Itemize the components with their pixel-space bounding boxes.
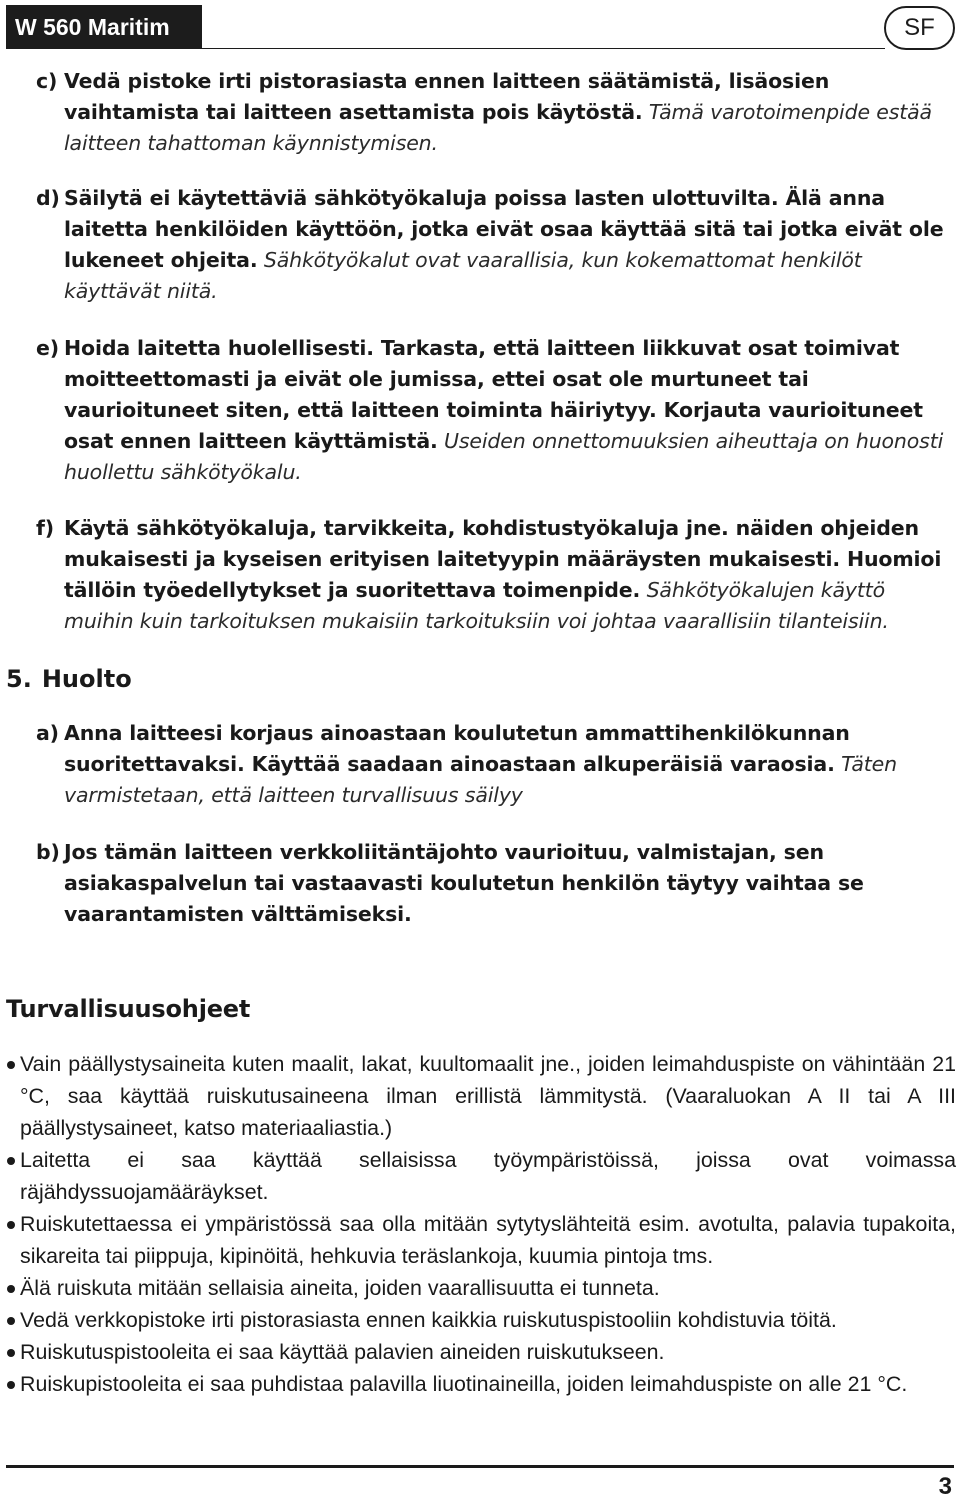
bullet-icon: [7, 1285, 15, 1293]
item-italic-text: Tämä varotoimenpide estää laitteen tahattoman käynnistymisen.: [64, 100, 932, 155]
item-italic-text: Useiden onnettomuuksien aiheuttaja on huonosti huollettu sähkötyökalu.: [64, 429, 944, 484]
bullet-text: Ruiskutuspistooleita ei saa käyttää palavien aineiden ruiskutukseen.: [20, 1340, 665, 1364]
item-bold-text: Hoida laitetta huolellisesti. Tarkasta, että laitteen liikkuvat osat toimivat moitteettomasti ja eivät ole jumissa, ettei osat ole murtuneet tai vaurioituneet siten, että laitteen toiminta häiriytyy. Korjauta vaurioituneet osat ennen laitteen käyttämistä.: [64, 336, 923, 453]
footer-divider: [6, 1465, 954, 1468]
item-text: [64, 837, 948, 930]
item-letter: a): [36, 721, 59, 745]
item-italic-text: Sähkötyökalut ovat vaarallisia, kun kokemattomat henkilöt käyttävät niitä.: [64, 248, 862, 303]
item-bold-text: Vedä pistoke irti pistorasiasta ennen laitteen säätämistä, lisäosien vaihtamista tai laitteen asettamista pois käytöstä.: [64, 69, 830, 124]
instruction-item-f: [36, 513, 948, 637]
bullet-text: Vain päällystysaineita kuten maalit, lakat, kuultomaalit jne., joiden leimahduspiste on vähintään 21 °C, saa käyttää ruiskutusaineena ilman erillistä lämmitystä. (Vaaraluokan A II tai A III päällystysaineet, katso materiaaliastia.): [20, 1052, 956, 1140]
item-letter: b): [36, 840, 60, 864]
bullet-text: Ruiskutettaessa ei ympäristössä saa olla mitään sytytyslähteitä esim. avotulta, palavia tupakoita, sikareita tai piippuja, kipinöitä, hehkuvia teräslankoja, kuumia pintoja tms.: [20, 1212, 956, 1268]
bullet-icon: [7, 1061, 15, 1069]
list-item: [6, 1048, 956, 1144]
list-item: [6, 1368, 956, 1400]
section-heading-huolto: [6, 662, 132, 696]
bullet-icon: [7, 1317, 15, 1325]
page-number: 3: [938, 1473, 952, 1500]
item-text: [64, 513, 948, 637]
instruction-item-e: [36, 333, 948, 488]
bullet-text: Vedä verkkopistoke irti pistorasiasta ennen kaikkia ruiskutuspistooliin kohdistuvia töitä.: [20, 1308, 837, 1332]
item-text: [64, 333, 948, 488]
item-letter: c): [36, 69, 58, 93]
item-bold-text: Anna laitteesi korjaus ainoastaan koulutetun ammattihenkilökunnan suoritettavaksi. Käyttää saadaan ainoastaan alkuperäisiä varaosia.: [64, 721, 850, 776]
item-bold-text: Jos tämän laitteen verkkoliitäntäjohto vaurioituu, valmistajan, sen asiakaspalvelun tai vastaavasti koulutetun henkilön täytyy vaihtaa se vaarantamisten välttämiseksi.: [64, 840, 864, 926]
manual-title: W 560 Maritim: [6, 5, 202, 49]
item-bold-text: Säilytä ei käytettäviä sähkötyökaluja poissa lasten ulottuvilta. Älä anna laitetta henkilöiden käyttöön, jotka eivät osaa käyttää sitä tai jotka eivät ole lukeneet ohjeita.: [64, 186, 944, 272]
section-number: 5.: [6, 665, 32, 693]
bullet-text: Ruiskupistooleita ei saa puhdistaa palavilla liuotinaineilla, joiden leimahduspiste on alle 21 °C.: [20, 1372, 908, 1396]
item-letter: e): [36, 336, 59, 360]
maintenance-item-b: [36, 837, 948, 930]
bullet-text: Laitetta ei saa käyttää sellaisissa työympäristöissä, joissa ovat voimassa räjähdyssuojamääräykset.: [20, 1148, 956, 1204]
item-text: [64, 183, 948, 307]
item-text: [64, 66, 948, 159]
language-badge: SF: [884, 6, 955, 50]
item-letter: d): [36, 186, 60, 210]
bullet-text: Älä ruiskuta mitään sellaisia aineita, joiden vaarallisuutta ei tunneta.: [20, 1276, 660, 1300]
item-italic-text: Sähkötyökalujen käyttö muihin kuin tarkoituksen mukaisiin tarkoituksiin voi johtaa vaarallisiin tilanteisiin.: [64, 578, 889, 633]
list-item: [6, 1272, 956, 1304]
safety-heading: Turvallisuusohjeet: [6, 995, 251, 1023]
list-item: [6, 1144, 956, 1208]
item-letter: f): [36, 516, 54, 540]
instruction-item-d: [36, 183, 948, 307]
list-item: [6, 1304, 956, 1336]
bullet-icon: [7, 1381, 15, 1389]
bullet-icon: [7, 1221, 15, 1229]
list-item: [6, 1336, 956, 1368]
header-divider: [202, 48, 885, 49]
maintenance-item-a: [36, 718, 948, 811]
item-bold-text: Käytä sähkötyökaluja, tarvikkeita, kohdistustyökaluja jne. näiden ohjeiden mukaisesti ja kyseisen erityisen laitetyypin määräysten mukaisesti. Huomioi tällöin työedellytykset ja suoritettava toimenpide.: [64, 516, 942, 602]
list-item: [6, 1208, 956, 1272]
section-title: Huolto: [41, 665, 132, 693]
safety-bullet-list: [6, 1048, 956, 1400]
bullet-icon: [7, 1157, 15, 1165]
bullet-icon: [7, 1349, 15, 1357]
item-text: [64, 718, 948, 811]
instruction-item-c: [36, 66, 948, 159]
item-italic-text: Täten varmistetaan, että laitteen turvallisuus säilyy: [64, 752, 897, 807]
page-header: [0, 0, 960, 52]
